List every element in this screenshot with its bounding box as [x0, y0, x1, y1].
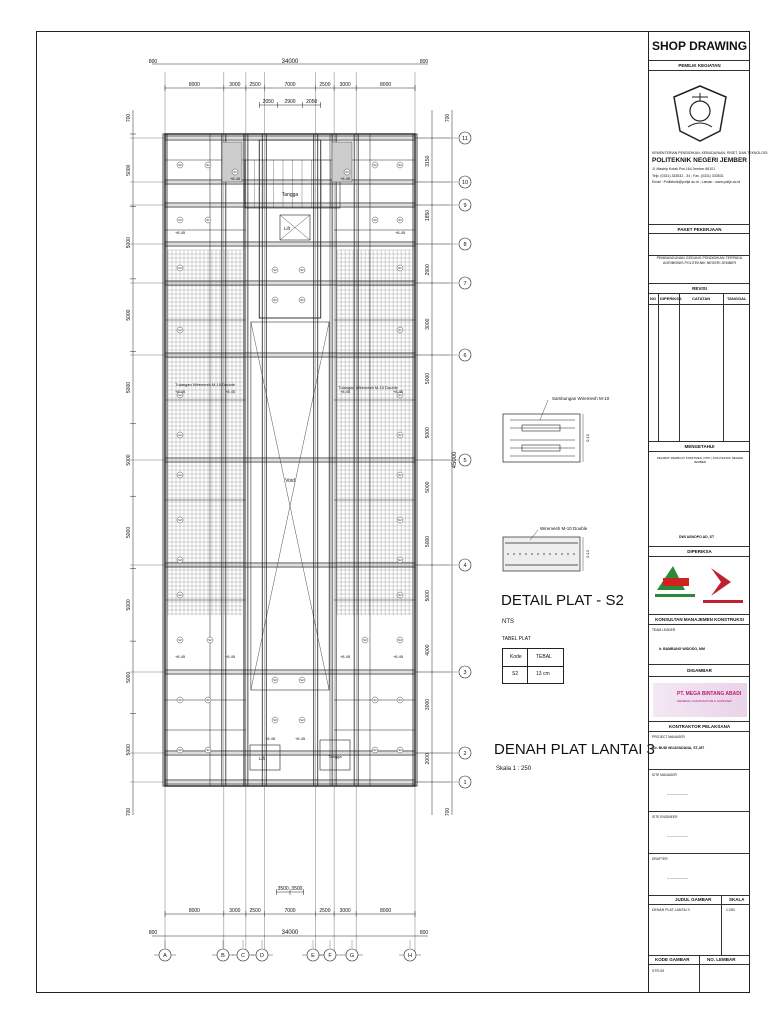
kode-label: KODE GAMBAR [655, 957, 690, 962]
dim-bottom-text: 2500 [319, 908, 331, 914]
grid-col-label: E [311, 953, 315, 959]
dim-right-text: 3000 [425, 698, 431, 711]
grid-row-label: 7 [463, 281, 467, 287]
slab-tag-text: S2 [178, 163, 182, 168]
paket-label: PAKET PEKERJAAN [649, 224, 750, 234]
ministry-text: KEMENTERIAN PENDIDIKAN, KEBUDAYAAN, RISET, DAN TEKNOLOGI [652, 151, 768, 155]
elevation-label: +8.45 [224, 654, 236, 659]
pm-name: Dr. BUDI WIJAYADANA, ST.,MT [653, 746, 705, 750]
grid-row-label: 4 [463, 563, 467, 569]
dim-edge-bottom-right: 700 [445, 807, 451, 817]
dim-bottom-text: 2500 [249, 908, 261, 914]
dim-top-text: 2500 [249, 82, 261, 88]
elevation-label: +8.45 [294, 736, 306, 741]
slab-tag-text: S2 [273, 678, 277, 683]
title-block [648, 31, 768, 993]
sm-label: SITE MANAGER [652, 773, 677, 777]
dim-offset-bottom-right: 800 [419, 930, 429, 936]
dim-bottom-text: 8000 [188, 908, 200, 914]
elevation-label: +8.45 [392, 389, 404, 394]
lift-label-top: Lift [283, 226, 291, 231]
grid-col-label: D [260, 953, 264, 959]
grid-col-label: F [328, 953, 332, 959]
elevation-label: +8.45 [264, 736, 276, 741]
detail-aggregate [555, 553, 557, 555]
dim-total-top: 34000 [281, 59, 299, 65]
dim-total-right: 45000 [452, 451, 458, 469]
dim-left-text: 5000 [126, 309, 132, 321]
slab-tag-text: S2 [300, 298, 304, 303]
shop-drawing-title: SHOP DRAWING [649, 31, 750, 61]
diperiksa-logos [649, 557, 750, 615]
tabel-title: TABEL PLAT [502, 636, 531, 642]
revisi-col-diperiksa: DIPERIKSA [660, 296, 682, 301]
dim-sub-text: 2900 [284, 99, 296, 105]
elevation-label: +8.45 [229, 176, 241, 181]
dim-bottom-text: 7000 [284, 908, 296, 914]
dim-right-text: 2000 [425, 753, 431, 765]
grid-col-label: A [163, 953, 167, 959]
slab-tag-text: S2 [178, 218, 182, 223]
slab-tag-text: S2 [300, 678, 304, 683]
detail-title: DETAIL PLAT - S2 [501, 592, 624, 609]
dim-right-text: 5000 [425, 590, 431, 602]
email-text: Email : Politeknik@polije.ac.id ; Laman : www.polije.ac.id [652, 180, 741, 184]
se-block [649, 812, 750, 854]
kontraktor-label: KONTRAKTOR PELAKSANA [649, 722, 750, 732]
slab-tag-text: S2 [273, 268, 277, 273]
grid-row-label: 6 [463, 353, 467, 359]
elevation-label: +8.45 [394, 230, 406, 235]
plan-title: DENAH PLAT LANTAI 3 [494, 741, 655, 758]
grid-row-label: 11 [462, 136, 468, 142]
pemilik-label: PEMILIK KEGIATAN [649, 61, 750, 71]
slab-tag-text: S2 [178, 518, 182, 523]
dim-right-text: 5000 [425, 481, 431, 493]
dim-right-text: 5000 [425, 535, 431, 548]
dim-top-text: 3000 [229, 82, 241, 88]
dim-left-text: 5000 [126, 744, 132, 756]
drafter-dashes: ------------------ [667, 876, 688, 880]
dim-right-text: 5000 [425, 427, 431, 439]
tangga-label-lower: Tangga [328, 754, 342, 759]
elevation-label: +8.45 [339, 389, 351, 394]
dim-offset-bottom-left: 800 [148, 930, 158, 936]
mengetahui-block [649, 452, 750, 547]
dim-total-bottom: 34000 [281, 930, 299, 936]
detail-aggregate [543, 553, 545, 555]
slab-tag-text: S2 [398, 433, 402, 438]
slab-tag-text: S2 [398, 518, 402, 523]
elevation-label: +8.45 [392, 654, 404, 659]
dim-left-text: 5000 [126, 381, 132, 394]
revisi-table [649, 294, 750, 442]
dim-left-text: 5000 [126, 526, 132, 539]
skala-value: 1:250 [726, 908, 735, 912]
slab-tag-text: S2 [178, 748, 182, 753]
tulangan-left: Tulangan Wiremesh M-10 Double [175, 382, 235, 387]
judul-value: DENAH PLAT LANTAI 3 [652, 908, 690, 912]
dim-edge-bottom-left: 700 [126, 807, 132, 817]
void-label: Void [285, 478, 295, 484]
slab-tag-text: S2 [208, 638, 212, 643]
detail-aggregate [561, 553, 563, 555]
slab-tag-text: S2 [206, 748, 210, 753]
slab-tag-text: S2 [178, 558, 182, 563]
grid-row-label: 9 [463, 203, 467, 209]
lift-label-bottom: Lift [258, 756, 266, 761]
grid-col-label: H [408, 953, 412, 959]
consultant-logo-icon [651, 560, 749, 612]
elevation-label: +8.45 [174, 230, 186, 235]
slab-tag-text: S2 [373, 698, 377, 703]
slab-tag-text: S2 [300, 718, 304, 723]
elevation-label: +8.45 [174, 654, 186, 659]
dim-offset-top-left: 800 [148, 59, 158, 65]
detail-aggregate [525, 553, 527, 555]
skala-label: SKALA [729, 897, 745, 902]
slab-tag-text: S2 [178, 698, 182, 703]
sambungan-leader [540, 400, 548, 420]
slab-tag-text: S2 [178, 433, 182, 438]
slab-tag-text: S2 [373, 748, 377, 753]
slab-tag-text: S2 [178, 266, 182, 271]
grid-col-label: C [241, 953, 245, 959]
revisi-col-catatan: CATATAN [692, 296, 711, 301]
tabel-plat [502, 648, 564, 684]
dim-top-text: 2500 [319, 82, 331, 88]
slab-tag-text: S2 [398, 748, 402, 753]
slab-tag-text: S2 [178, 328, 182, 333]
revisi-label: REVISI [649, 284, 750, 294]
revisi-col-tanggal: TANGGAL [727, 296, 747, 301]
phone-text: Telp. (0331) 333532 - 34 ; Fax. (0331) 333531 [652, 174, 724, 178]
grid-row-label: 5 [463, 458, 467, 464]
se-dashes: ------------------ [667, 834, 688, 838]
tabel-tebal-value: 13 cm [536, 671, 550, 677]
dim-top-text: 7000 [284, 82, 296, 88]
dim-edge-top-left: 700 [126, 113, 132, 123]
detail-aggregate [513, 553, 515, 555]
dim-left-text: 5000 [126, 164, 132, 176]
slab-tag-text: S2 [206, 163, 210, 168]
elevation-label: +8.45 [339, 176, 351, 181]
dim-right-text: 4000 [425, 644, 431, 656]
elevation-label: +8.45 [339, 654, 351, 659]
dim-top-text: 3000 [339, 82, 351, 88]
slab-tag-text: S2 [398, 266, 402, 271]
grid-row-label: 10 [461, 180, 469, 186]
detail-thickness-1: 0.13 [585, 434, 590, 442]
slab-tag-text: S2 [373, 163, 377, 168]
slab-tag-text: S2 [273, 718, 277, 723]
tulangan-right: Tulangan Wiremesh M-10 Double [338, 385, 398, 390]
plan-scale: Skala 1 : 250 [496, 766, 532, 772]
contractor-logo-text: PT. MEGA BINTANG ABADI [677, 691, 742, 697]
dim-bottom-sub-text: 3500 [277, 886, 289, 892]
grid-row-label: 2 [463, 751, 467, 757]
dim-left-text: 5000 [126, 454, 132, 466]
dim-edge-top-right: 700 [445, 113, 451, 123]
slab-tag-text: S2 [398, 393, 402, 398]
dim-bottom-text: 3000 [229, 908, 241, 914]
grid-row-label: 1 [463, 780, 467, 786]
judul-label: JUDUL GAMBAR [675, 897, 712, 902]
tabel-kode-value: S2 [512, 671, 519, 677]
dim-offset-top-right: 800 [419, 59, 429, 65]
detail-aggregate [531, 553, 533, 555]
grid-row-label: 8 [463, 242, 467, 248]
dim-sub-text: 2050 [262, 99, 274, 105]
slab-tag-text: S2 [178, 638, 182, 643]
detail-section-1 [503, 414, 580, 462]
pm-label: PROJECT MANAGER [652, 735, 685, 739]
dim-left-text: 5000 [126, 599, 132, 611]
contractor-sub-text: GENERAL CONTRACTOR & SUPPLIER [677, 699, 732, 703]
team-leader-name: Ir. BAMBANG WIDODO, MM [659, 647, 705, 651]
dim-right-text: 2900 [425, 264, 431, 276]
slab-tag-text: S2 [398, 218, 402, 223]
detail-aggregate [567, 553, 569, 555]
slab-tag-text: S2 [363, 638, 367, 643]
slab-tag-text: S2 [300, 268, 304, 273]
detail-aggregate [519, 553, 521, 555]
grid-row-label: 3 [463, 670, 467, 676]
dim-bottom-text: 3000 [339, 908, 351, 914]
detail-aggregate [549, 553, 551, 555]
ppk-name: DWI ASNOPO AD, ST [679, 535, 715, 539]
dim-left-text: 5000 [126, 237, 132, 249]
slab-tag-text: S2 [206, 218, 210, 223]
kode-block [649, 956, 750, 993]
institution-name: POLITEKNIK NEGERI JEMBER [652, 157, 747, 164]
pm-block [649, 732, 750, 770]
diperiksa-label: DIPERIKSA [649, 547, 750, 557]
sambungan-label: Sambungan Wiremesh M-10 [552, 396, 610, 401]
judul-block [649, 896, 750, 956]
slab-tag-text: S2 [178, 593, 182, 598]
drafter-label: DRAFTER [652, 857, 668, 861]
slab-tag-text: S2 [398, 473, 402, 478]
grid-col-label: B [221, 953, 225, 959]
paket-value: PEMBANGUNAN GEDUNG PENDIDIKAN TERPADU AGRIBISNIS POLITEKNIK NEGERI JEMBER [649, 234, 750, 284]
dim-left-text: 5000 [126, 671, 132, 683]
lembar-label: NO. LEMBAR [707, 957, 736, 962]
elevation-label: +8.45 [174, 389, 186, 394]
slab-tag-text: S2 [398, 593, 402, 598]
slab-tag-text: S2 [398, 328, 402, 333]
slab-tag-text: S2 [398, 638, 402, 643]
dim-top-text: 8000 [188, 82, 200, 88]
dim-bottom-sub-text: 3500 [291, 886, 303, 892]
contractor-logo-block [649, 677, 750, 722]
slab-tag-text: S2 [373, 218, 377, 223]
slab-tag-text: S2 [233, 170, 237, 175]
sm-dashes: ------------------ [667, 792, 688, 796]
slab-tag-text: S2 [178, 393, 182, 398]
slab-tag-text: S2 [345, 170, 349, 175]
slab-tag-text: S2 [398, 698, 402, 703]
elevation-label: +8.45 [224, 389, 236, 394]
kode-value: STR-09 [652, 969, 665, 973]
tangga-label: Tangga [281, 192, 299, 198]
dim-bottom-text: 8000 [380, 908, 392, 914]
dim-right-text: 1850 [425, 209, 431, 222]
tabel-col-tebal: TEBAL [536, 654, 552, 660]
grid-col-label: G [349, 953, 355, 959]
detail-aggregate [507, 553, 509, 555]
digambar-label: DIGAMBAR [649, 665, 750, 677]
slab-tag-text: S2 [398, 558, 402, 563]
wiremesh-label: Wiremesh M-10 Double [540, 526, 588, 531]
detail-aggregate [573, 553, 575, 555]
detail-nts: NTS [502, 619, 514, 625]
slab-tag-text: S2 [398, 163, 402, 168]
se-label: SITE ENGINEER [652, 815, 678, 819]
mengetahui-label: MENGETAHUI [649, 442, 750, 452]
drafter-block [649, 854, 750, 896]
polije-logo-icon [670, 83, 730, 143]
ppk-role: PEJABAT PEMBUAT KOMITMEN ( PPK ) POLITEKNIK NEGERI JEMBER [656, 456, 744, 464]
dim-top-text: 8000 [380, 82, 392, 88]
detail-thickness-2: 0.13 [585, 550, 590, 558]
slab-tag-text: S2 [178, 473, 182, 478]
dim-right-text: 3150 [425, 155, 431, 167]
team-leader-label: TEAM LEADER [652, 628, 676, 632]
address-text: Jl. Mastrip Kotak Pos 164 Jember 68101 [652, 167, 716, 171]
konsultan-label: KONSULTAN MANAJEMEN KONSTRUKSI [649, 615, 750, 625]
tabel-col-kode: Kode [510, 654, 522, 660]
slab-tag-text: S2 [206, 698, 210, 703]
dim-right-text: 3000 [425, 318, 431, 330]
dim-right-text: 5000 [425, 372, 431, 385]
sm-block [649, 770, 750, 812]
slab-tag-text: S2 [273, 298, 277, 303]
konsultan-block [649, 625, 750, 665]
revisi-col-no: NO [650, 296, 656, 301]
detail-aggregate [537, 553, 539, 555]
dim-sub-text: 2050 [306, 99, 318, 105]
